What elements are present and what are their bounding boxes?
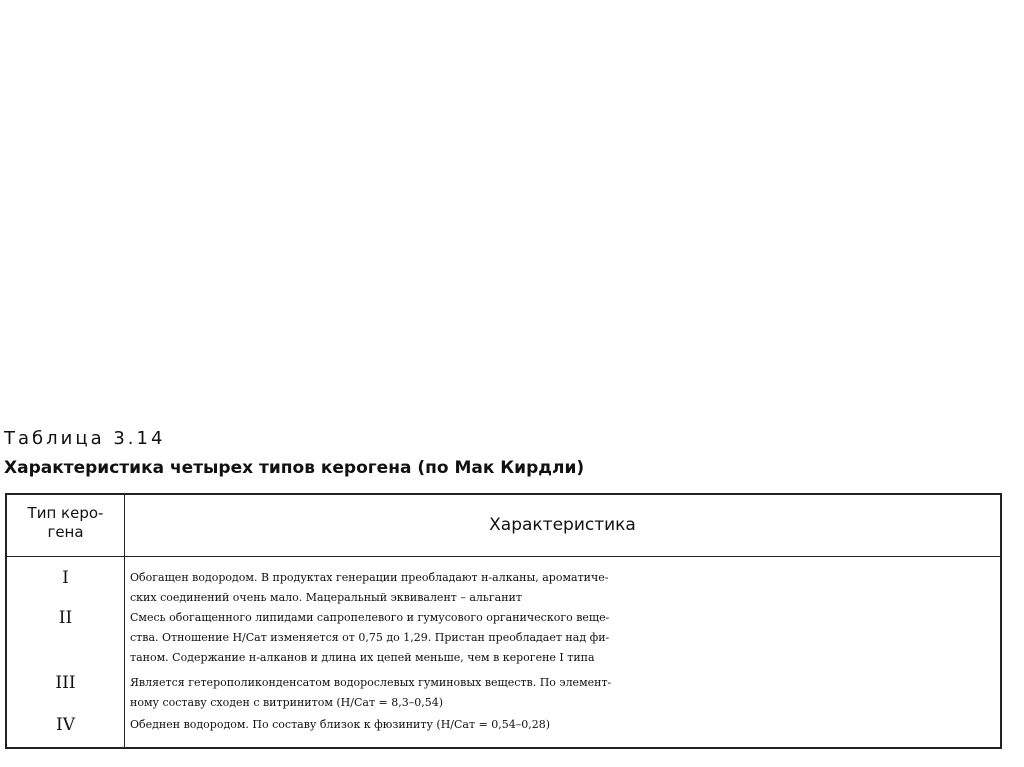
type-cell-1: I	[62, 568, 69, 588]
header-characteristic: Характеристика	[489, 515, 636, 535]
description-line: Обеднен водородом. По составу близок к фюзиниту (H/Cат = 0,54–0,28)	[130, 718, 551, 731]
table-title: Характеристика четырех типов керогена (по Мак Кирдли)	[4, 458, 585, 478]
description-cell-3	[130, 673, 992, 713]
description-cell-1	[130, 568, 992, 608]
description-line: ских соединений очень мало. Мацеральный эквивалент – альганит	[130, 591, 522, 604]
header-type-line2: гена	[47, 523, 84, 541]
header-type-line1: Тип керо-	[27, 504, 104, 522]
header-divider	[7, 556, 1000, 557]
description-line: Обогащен водородом. В продуктах генерации преобладают н-алканы, ароматиче-	[130, 571, 609, 584]
header-type	[7, 504, 124, 542]
type-cell-4: IV	[56, 715, 75, 735]
description-cell-4	[130, 715, 992, 735]
description-line: таном. Содержание н-алканов и длина их цепей меньше, чем в керогене I типа	[130, 651, 595, 664]
type-cell-3: III	[55, 673, 76, 693]
description-cell-2	[130, 608, 992, 668]
type-cell-2: II	[58, 608, 73, 628]
kerogen-table	[5, 493, 1002, 749]
description-line: ному составу сходен с витринитом (H/Cат = 8,3–0,54)	[130, 696, 444, 709]
description-line: Является гетерополиконденсатом водорослевых гуминовых веществ. По элемент-	[130, 676, 612, 689]
description-line: ства. Отношение H/Cат изменяется от 0,75 до 1,29. Пристан преобладает над фи-	[130, 631, 610, 644]
description-line: Смесь обогащенного липидами сапропелевого и гумусового органического веще-	[130, 611, 610, 624]
table-number-label: Таблица 3.14	[4, 428, 166, 449]
